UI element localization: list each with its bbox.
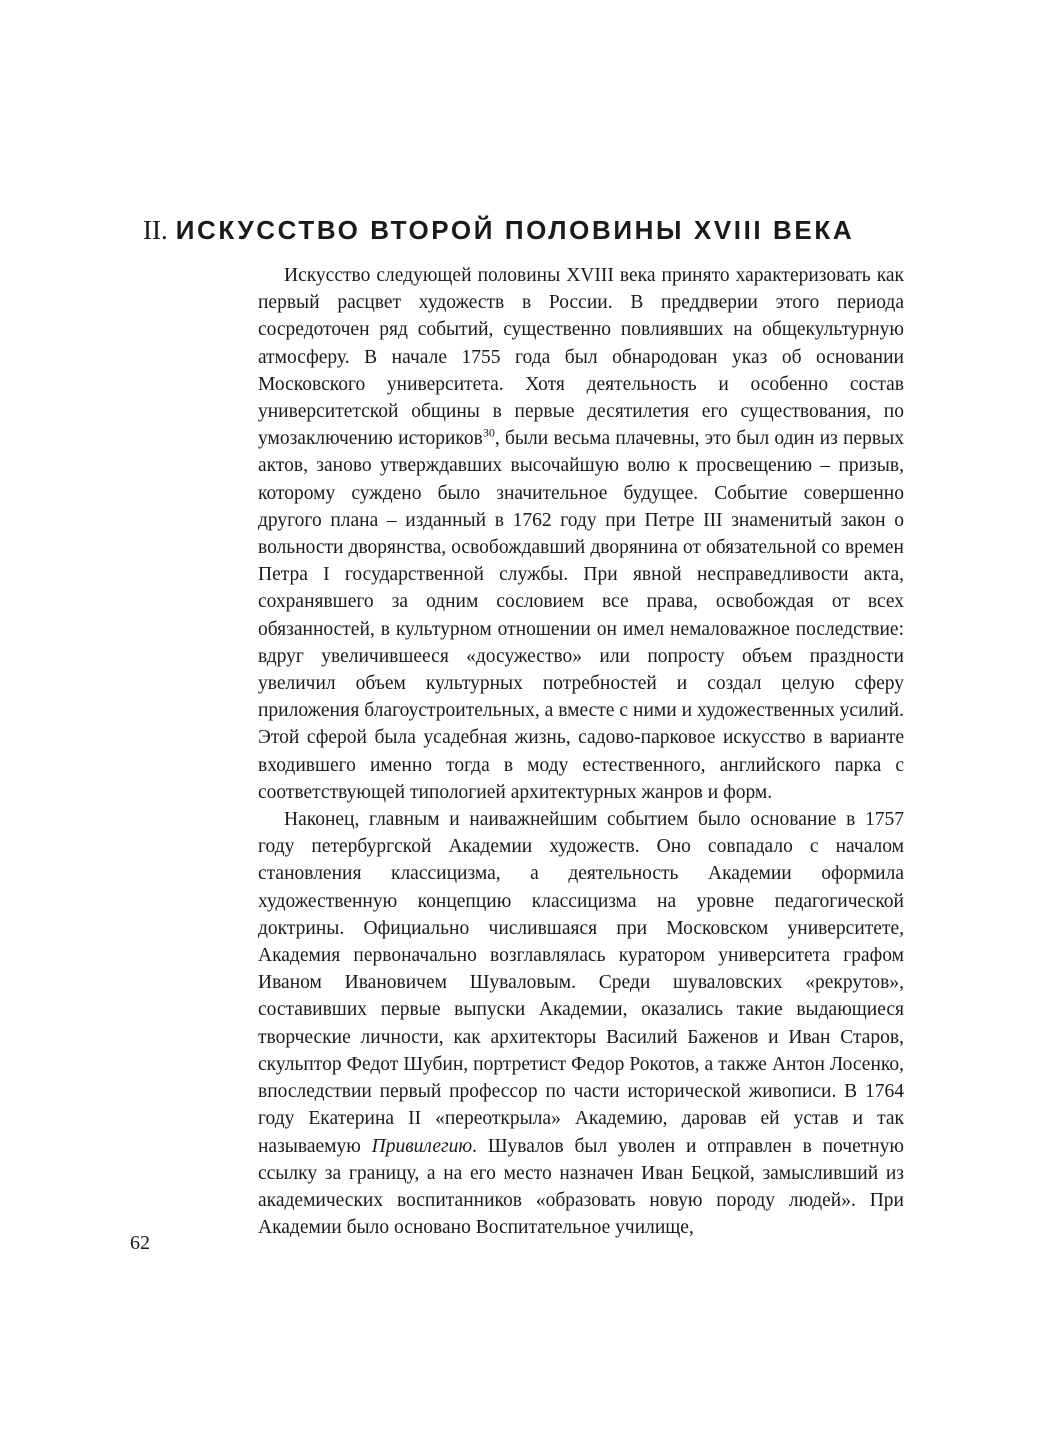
paragraph-2-text-a: Наконец, главным и наиважнейшим событием было основание в 1757 году петербургской Академии художеств. Оно совпадало с началом становления классицизма, а деятельность Академии оформила художественную концепцию классицизма на уровне педагогической доктрины. Официально числившаяся при Московском университете, Академия первоначально возглавлялась куратором университета графом Иваном Ивановичем Шуваловым. Среди шуваловских «рекрутов», составивших первые выпуски Академии, оказались такие выдающиеся творческие личности, как архитекторы Василий Баженов и Иван Старов, скульптор Федот Шубин, портретист Федор Рокотов, а также Антон Лосенко, впоследствии первый профессор по части исторической живописи. В 1764 году Екатерина II «переоткрыла» Академию, даровав ей устав и так называемую: [258, 809, 904, 1157]
emphasized-term: Привилегию: [371, 1135, 473, 1157]
chapter-title: ИСКУССТВО ВТОРОЙ ПОЛОВИНЫ XVIII ВЕКА: [175, 215, 855, 245]
paragraph-1-text-b: , были весьма плачевны, это был один из первых актов, заново утверждавших высочайшую волю к просвещению – призыв, которому суждено было значительное будущее. Событие совершенно другого плана – изданный в 1762 году при Петре III знаменитый закон о вольности дворянства, освобождавший дворянина от обязательной со времен Петра I государственной службы. При явной несправедливости акта, сохранявшего за одним сословием все права, освобождая от всех обязанностей, в культурном отношении он имел немаловажное последствие: вдруг увеличившееся «досужество» или попросту объем праздности увеличил объем культурных потребностей и создал целую сферу приложения благоустроительных, а вместе с ними и художественных усилий. Этой сферой была усадебная жизнь, садово-парковое искусство в варианте входившего именно тогда в моду естественного, английского парка с соответствующей типологией архитектурных жанров и форм.: [258, 428, 904, 803]
paragraph-1: [258, 262, 904, 806]
paragraph-2: [258, 806, 904, 1241]
chapter-number: II.: [143, 215, 168, 245]
paragraph-1-text-a: Искусство следующей половины XVIII века принято характеризовать как первый расцвет художеств в России. В преддверии этого периода сосредоточен ряд событий, существенно повлиявших на общекультурную атмосферу. В начале 1755 года был обнародован указ об основании Московского университета. Хотя деятельность и особенно состав университетской общины в первые десятилетия его существования, по умозаключению историков: [258, 265, 904, 450]
footnote-ref: 30: [482, 425, 495, 440]
body-text: [258, 262, 904, 1241]
chapter-heading: [143, 212, 883, 244]
page-number: 62: [130, 1232, 150, 1254]
paragraph-2-text-b: . Шувалов был уволен и отправлен в почетную ссылку за границу, а на его место назначен Иван Бецкой, замысливший из академических воспитанников «образовать новую породу людей». При Академии было основано Воспитательное училище,: [258, 1135, 904, 1239]
